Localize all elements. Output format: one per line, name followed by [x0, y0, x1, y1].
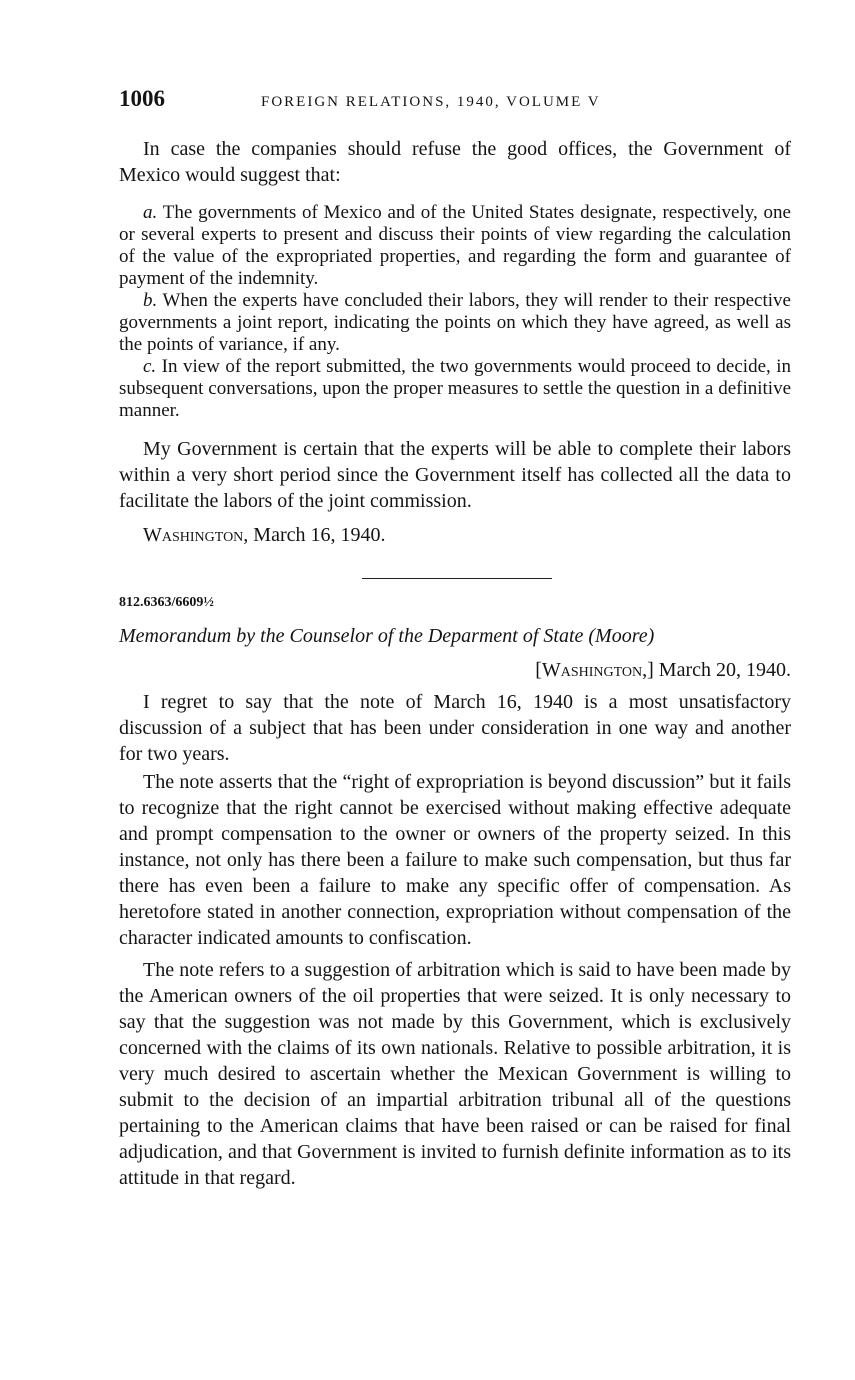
item-letter: c.: [143, 356, 157, 377]
document-page: [119, 86, 791, 1191]
file-number: 812.6363/6609½: [119, 595, 214, 610]
memo-dateline: [119, 657, 791, 683]
page-number: 1006: [119, 86, 165, 111]
dateline: [119, 522, 791, 548]
memo-date: March 20, 1940.: [653, 659, 791, 681]
item-text: In view of the report submitted, the two governments would proceed to decide, in subsequent conversations, upon the proper measures to settle the question in a definitive manner.: [119, 356, 792, 421]
memo-title: Memorandum by the Counselor of the Deparment of State (Moore): [119, 625, 655, 647]
memo-place: [Washington,]: [535, 659, 654, 681]
item-text: When the experts have concluded their labors, they will render to their respective governments a joint report, indicating the points on which they have agreed, as well as the points of variance, if any.: [119, 290, 791, 355]
page-header: [119, 86, 791, 120]
list-item: [119, 290, 791, 356]
proposal-list: [119, 202, 791, 422]
running-title: FOREIGN RELATIONS, 1940, VOLUME V: [261, 94, 601, 110]
section-divider: [362, 578, 552, 579]
closing-paragraph: My Government is certain that the experts will be able to complete their labors within a very short period since the Government itself has collected all the data to facilitate the labors of the joint commission.: [119, 438, 791, 512]
item-text: The governments of Mexico and of the United States designate, respectively, one or several experts to present and discuss their points of view regarding the calculation of the value of the expropriated properties, and regarding the form and guarantee of payment of the indemnity.: [119, 202, 791, 289]
memo-body: [119, 689, 791, 1191]
item-letter: a.: [143, 202, 158, 223]
list-item: [119, 356, 791, 422]
memo-paragraph: The note asserts that the “right of expropriation is beyond discussion” but it fails to recognize that the right cannot be exercised without making effective adequate and prompt compensation to the owner or owners of the property seized. In this instance, not only has there been a failure to make such compensation, but thus far there has even been a failure to make any specific offer of compensation. As heretofore stated in another connection, expropriation without compensation of the character indicated amounts to confiscation.: [119, 771, 791, 949]
memo-paragraph: The note refers to a suggestion of arbitration which is said to have been made by the American owners of the oil properties that were seized. It is only necessary to say that the suggestion was not made by this Government, which is exclusively concerned with the claims of its own nationals. Relative to possible arbitration, it is very much desired to ascertain whether the Mexican Government is willing to submit to the decision of an impartial arbitration tribunal all of the questions pertaining to the American claims that have been raised or can be raised for final adjudication, and that Government is invited to furnish definite information as to its attitude in that regard.: [119, 959, 791, 1189]
item-letter: b.: [143, 290, 158, 311]
memo-paragraph: I regret to say that the note of March 16, 1940 is a most unsatisfactory discussion of a subject that has been under consideration in one way and another for two years.: [119, 691, 791, 765]
list-item: [119, 202, 791, 290]
dateline-date: , March 16, 1940.: [243, 524, 386, 546]
intro-paragraph: In case the companies should refuse the good offices, the Government of Mexico would suggest that:: [119, 138, 791, 186]
dateline-place: Washington: [143, 524, 244, 546]
